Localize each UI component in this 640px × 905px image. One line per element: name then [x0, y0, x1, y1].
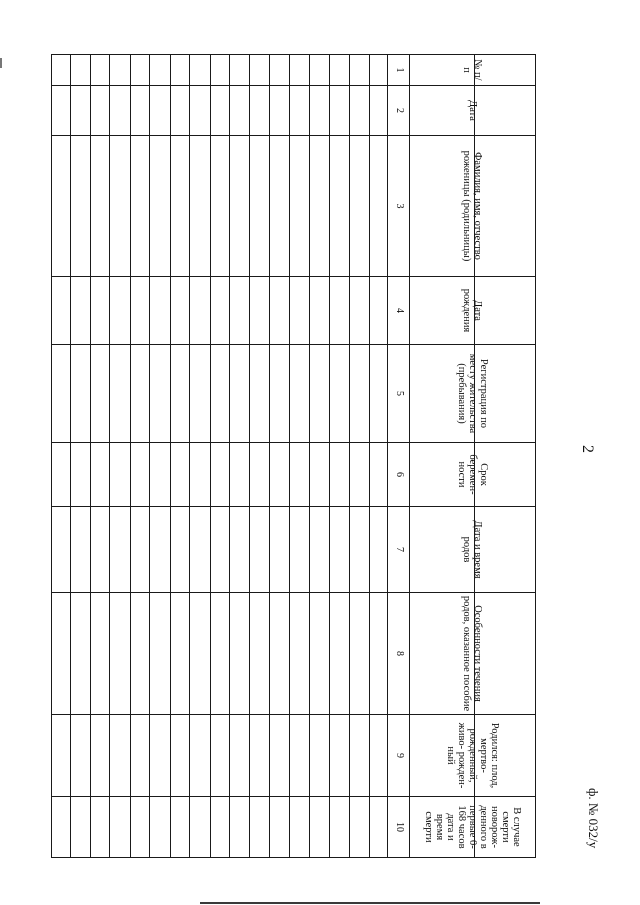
header-cell: [409, 136, 535, 277]
table-cell: [309, 593, 329, 715]
table-cell: [269, 797, 289, 858]
header-label: Дата и время родов: [461, 520, 484, 579]
table-cell: [250, 443, 269, 507]
table-row: [269, 55, 289, 858]
table-cell: [52, 86, 71, 136]
table-cell: [170, 277, 189, 345]
table-cell: [290, 443, 309, 507]
table-cell: [70, 593, 90, 715]
table-cell: [309, 277, 329, 345]
table-cell: [210, 715, 229, 797]
table-cell: [370, 593, 388, 715]
table-cell: [70, 277, 90, 345]
table-cell: [130, 86, 149, 136]
table-cell: [309, 715, 329, 797]
table-cell: [91, 797, 110, 858]
table-cell: [130, 277, 149, 345]
table-cell: [70, 55, 90, 86]
table-cell: [229, 797, 249, 858]
header-label: В случае смерти новорож- денного в первые 0-168 часов дата и время смерти: [422, 805, 522, 849]
table-cell: [210, 55, 229, 86]
table-cell: [309, 345, 329, 443]
table-cell: [309, 443, 329, 507]
table-cell: [210, 443, 229, 507]
table-row: [91, 55, 110, 858]
table-cell: [170, 715, 189, 797]
table-row: [309, 55, 329, 858]
table-row: [349, 55, 369, 858]
table-cell: [269, 715, 289, 797]
header-label: Особенности течения родов, оказанное пособие: [461, 595, 484, 712]
table-cell: [229, 345, 249, 443]
table-cell: [269, 55, 289, 86]
table-cell: [229, 55, 249, 86]
table-cell: [110, 345, 130, 443]
table-cell: [229, 443, 249, 507]
table-cell: [130, 797, 149, 858]
table-cell: [330, 593, 349, 715]
table-cell: [349, 593, 369, 715]
table-cell: [190, 797, 210, 858]
table-cell: [130, 715, 149, 797]
table-cell: [170, 443, 189, 507]
table-row: [250, 55, 269, 858]
table-cell: [52, 593, 71, 715]
table-cell: [250, 593, 269, 715]
table-cell: [91, 136, 110, 277]
table-cell: [190, 345, 210, 443]
table-cell: [52, 443, 71, 507]
table-cell: [91, 507, 110, 593]
table-row: [170, 55, 189, 858]
table-cell: [170, 797, 189, 858]
table-cell: [130, 136, 149, 277]
column-number: 1: [388, 55, 410, 86]
table-cell: [52, 277, 71, 345]
column-number: 5: [388, 345, 410, 443]
table-cell: [370, 86, 388, 136]
table-cell: [330, 507, 349, 593]
header-label: Срок беремен- ности: [455, 454, 489, 495]
table-cell: [370, 715, 388, 797]
table-cell: [150, 507, 170, 593]
table-cell: [309, 55, 329, 86]
table-cell: [210, 277, 229, 345]
table-cell: [290, 593, 309, 715]
table-cell: [70, 443, 90, 507]
scan-artifact-line: [200, 902, 540, 904]
table-cell: [250, 55, 269, 86]
table-cell: [370, 797, 388, 858]
column-number: 3: [388, 136, 410, 277]
table-cell: [110, 86, 130, 136]
table-cell: [349, 277, 369, 345]
table-cell: [250, 507, 269, 593]
table-row: [52, 55, 71, 858]
table-cell: [290, 86, 309, 136]
table-cell: [370, 345, 388, 443]
table-cell: [210, 86, 229, 136]
header-rule: [474, 54, 475, 857]
table-cell: [290, 715, 309, 797]
table-cell: [349, 345, 369, 443]
table-row: [190, 55, 210, 858]
form-code: ф. № 032/у: [586, 788, 601, 849]
column-number: 6: [388, 443, 410, 507]
table-cell: [70, 345, 90, 443]
table-cell: [110, 797, 130, 858]
table-cell: [269, 277, 289, 345]
table-cell: [330, 715, 349, 797]
table-cell: [91, 55, 110, 86]
table-cell: [210, 136, 229, 277]
table-cell: [309, 507, 329, 593]
table-cell: [290, 55, 309, 86]
table-body: [52, 55, 536, 858]
table-cell: [110, 507, 130, 593]
table-cell: [91, 86, 110, 136]
table-row: [150, 55, 170, 858]
table-cell: [250, 715, 269, 797]
table-cell: [349, 507, 369, 593]
table-cell: [52, 136, 71, 277]
scan-artifact-mark: [0, 58, 2, 68]
table-cell: [130, 593, 149, 715]
table-cell: [91, 715, 110, 797]
table-cell: [330, 345, 349, 443]
table-cell: [269, 443, 289, 507]
table-cell: [290, 345, 309, 443]
column-number: 8: [388, 593, 410, 715]
table-cell: [269, 507, 289, 593]
table-cell: [150, 593, 170, 715]
table-cell: [229, 86, 249, 136]
table-cell: [130, 507, 149, 593]
table-row: [370, 55, 388, 858]
table-cell: [190, 507, 210, 593]
column-number: 2: [388, 86, 410, 136]
table-cell: [229, 507, 249, 593]
table-row: [210, 55, 229, 858]
table-cell: [210, 593, 229, 715]
table-cell: [91, 593, 110, 715]
table-cell: [70, 797, 90, 858]
table-cell: [269, 593, 289, 715]
table-cell: [130, 345, 149, 443]
table-cell: [130, 55, 149, 86]
table-cell: [110, 715, 130, 797]
table-row: [70, 55, 90, 858]
column-number: 9: [388, 715, 410, 797]
table-cell: [290, 507, 309, 593]
header-cell: [409, 507, 535, 593]
table-cell: [309, 136, 329, 277]
table-row: [130, 55, 149, 858]
header-label: Дата рождения: [461, 288, 484, 333]
header-cell: [409, 797, 535, 858]
table-cell: [150, 55, 170, 86]
table-cell: [190, 443, 210, 507]
header-label: Дата: [466, 100, 478, 121]
table-cell: [370, 55, 388, 86]
register-table: [51, 54, 536, 857]
table-row: [290, 55, 309, 858]
table-cell: [110, 593, 130, 715]
table-cell: [70, 715, 90, 797]
table-cell: [70, 136, 90, 277]
table-cell: [349, 715, 369, 797]
table-cell: [349, 136, 369, 277]
table-cell: [170, 86, 189, 136]
column-number: 7: [388, 507, 410, 593]
table-cell: [150, 443, 170, 507]
header-cell: [409, 55, 535, 86]
table-cell: [150, 715, 170, 797]
header-label: № п/п: [461, 59, 484, 81]
table-cell: [330, 55, 349, 86]
table-cell: [52, 345, 71, 443]
table-cell: [190, 593, 210, 715]
table-cell: [170, 507, 189, 593]
table-cell: [190, 277, 210, 345]
table-cell: [349, 55, 369, 86]
table-cell: [170, 593, 189, 715]
table-cell: [349, 443, 369, 507]
table-cell: [110, 277, 130, 345]
table-cell: [170, 55, 189, 86]
table-row: [330, 55, 349, 858]
table-cell: [110, 55, 130, 86]
table-cell: [150, 86, 170, 136]
header-cell: [409, 86, 535, 136]
table-cell: [52, 507, 71, 593]
table-cell: [229, 715, 249, 797]
table-cell: [330, 797, 349, 858]
header-cell: [409, 277, 535, 345]
table-cell: [250, 86, 269, 136]
table-cell: [370, 277, 388, 345]
column-number: 4: [388, 277, 410, 345]
table-cell: [190, 136, 210, 277]
table-cell: [290, 136, 309, 277]
table-cell: [370, 443, 388, 507]
table-cell: [190, 86, 210, 136]
header-cell: [409, 715, 535, 797]
table-cell: [150, 277, 170, 345]
table-cell: [330, 86, 349, 136]
table-cell: [309, 797, 329, 858]
table-cell: [229, 136, 249, 277]
table-cell: [370, 136, 388, 277]
table-cell: [170, 345, 189, 443]
table-row: [110, 55, 130, 858]
table-cell: [70, 507, 90, 593]
table-cell: [52, 797, 71, 858]
column-number-row: [388, 55, 410, 858]
table-cell: [190, 55, 210, 86]
table-cell: [91, 345, 110, 443]
header-cell: [409, 593, 535, 715]
table-cell: [91, 277, 110, 345]
header-label: Регистрация по месту жительства (пребывания): [455, 353, 489, 434]
page-number: 2: [579, 445, 596, 453]
table-cell: [370, 507, 388, 593]
table-cell: [229, 277, 249, 345]
header-label: Фамилия, имя, отчество роженицы (родильницы): [461, 150, 484, 262]
table-cell: [150, 136, 170, 277]
table-cell: [269, 86, 289, 136]
table-cell: [290, 797, 309, 858]
table-cell: [52, 715, 71, 797]
table-cell: [130, 443, 149, 507]
table-cell: [330, 277, 349, 345]
table-cell: [349, 86, 369, 136]
header-cell: [409, 345, 535, 443]
table-cell: [250, 136, 269, 277]
table-cell: [190, 715, 210, 797]
table-cell: [290, 277, 309, 345]
table-row: [229, 55, 249, 858]
column-number: 10: [388, 797, 410, 858]
table-cell: [110, 136, 130, 277]
table-cell: [170, 136, 189, 277]
table-cell: [349, 797, 369, 858]
table-cell: [330, 443, 349, 507]
table-cell: [250, 797, 269, 858]
table-cell: [250, 345, 269, 443]
table-cell: [229, 593, 249, 715]
table-cell: [309, 86, 329, 136]
table-cell: [210, 797, 229, 858]
header-cell: [409, 443, 535, 507]
table-cell: [70, 86, 90, 136]
header-label: Родился: плод, мертво- рожденный, живо- рожден- ный: [444, 722, 500, 789]
table-cell: [250, 277, 269, 345]
table-cell: [269, 136, 289, 277]
table-cell: [150, 345, 170, 443]
table-cell: [52, 55, 71, 86]
table-cell: [110, 443, 130, 507]
table-cell: [330, 136, 349, 277]
table-cell: [210, 345, 229, 443]
table-cell: [91, 443, 110, 507]
table-cell: [269, 345, 289, 443]
header-row: [409, 55, 535, 858]
table-cell: [150, 797, 170, 858]
table-cell: [210, 507, 229, 593]
